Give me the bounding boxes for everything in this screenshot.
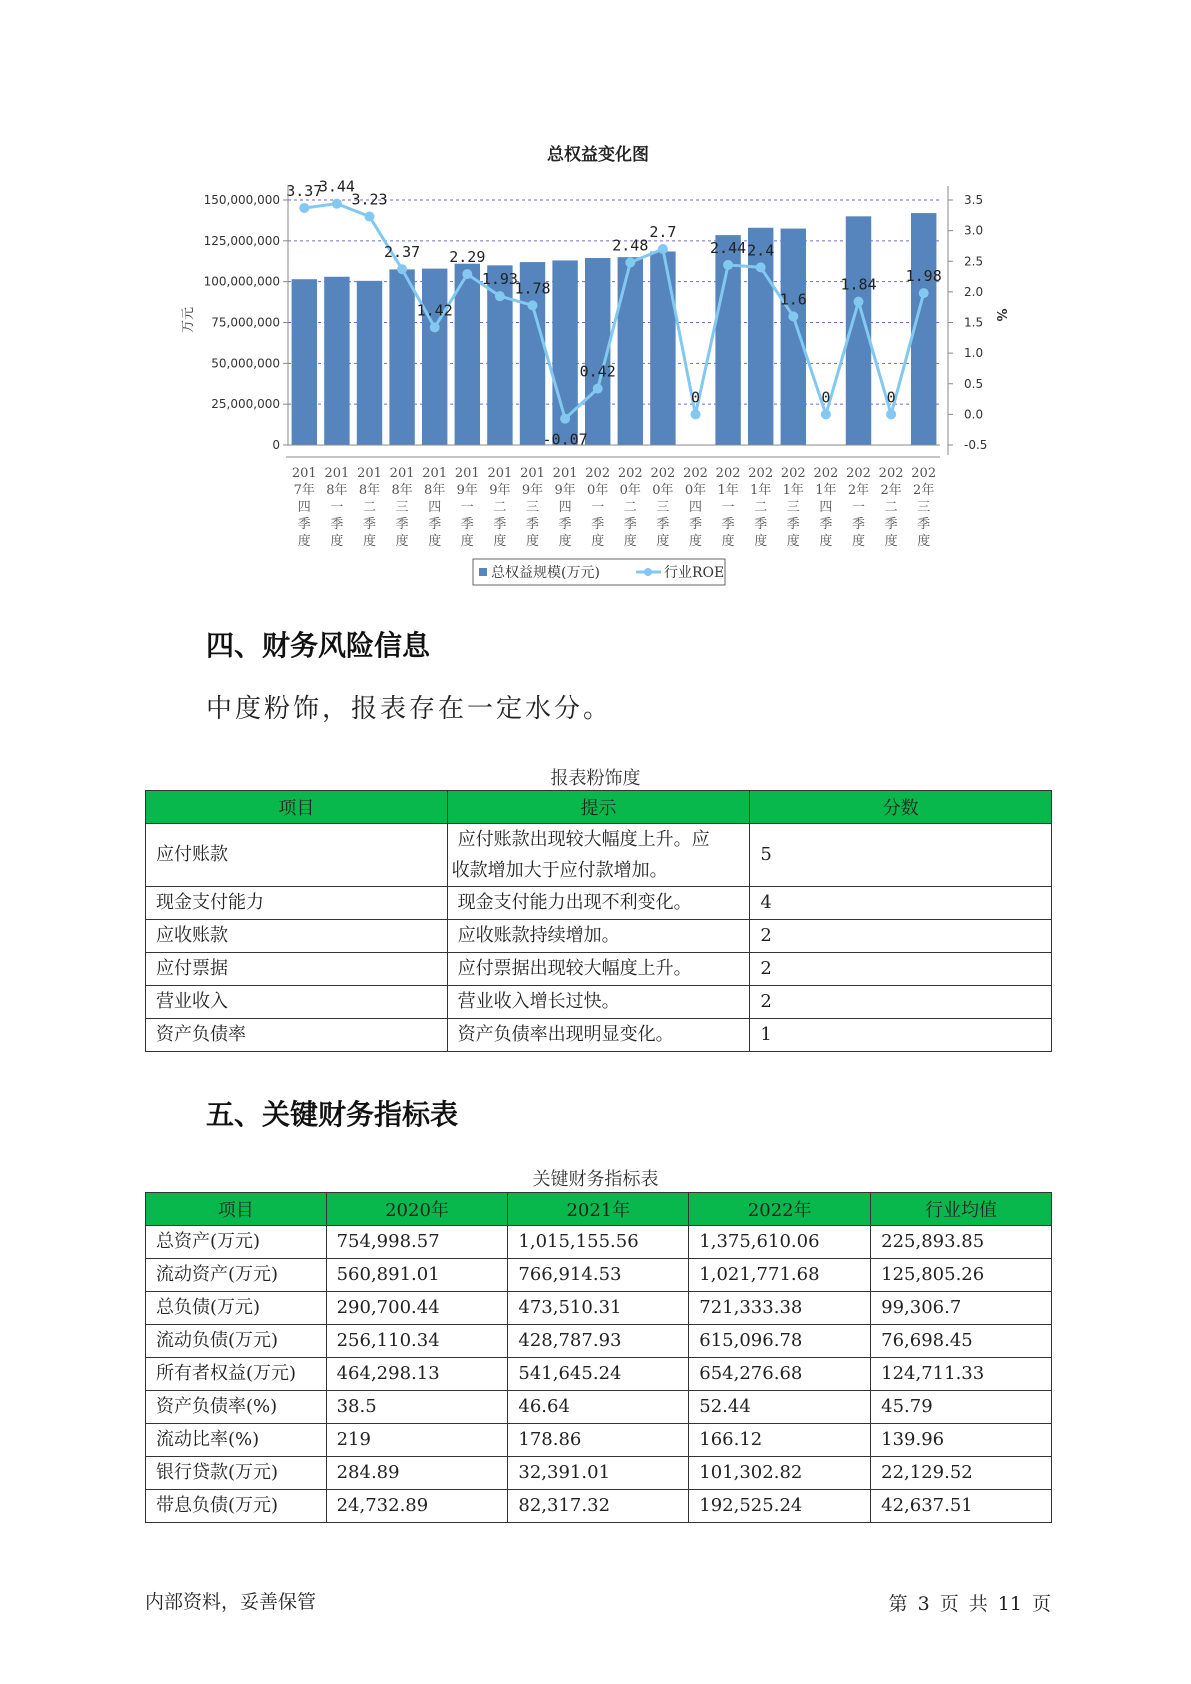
cell-2021: 1,015,155.56	[508, 1226, 689, 1259]
roe-data-label: 2.37	[384, 243, 421, 262]
cell-2021: 32,391.01	[508, 1457, 689, 1490]
cell-item: 带息负债(万元)	[146, 1490, 327, 1523]
table-row	[146, 920, 1052, 953]
table-row	[146, 1325, 1052, 1358]
cell-hint-line1: 应付账款出现较大幅度上升。应	[457, 829, 710, 850]
legend-bar-swatch	[479, 568, 487, 576]
legend-bar-label: 总权益规模(万元)	[491, 565, 600, 581]
roe-point	[299, 203, 309, 213]
x-tick-label-part: 0年	[587, 483, 609, 498]
x-tick-label-part: 季	[428, 517, 442, 532]
header-2020: 2020年	[326, 1193, 508, 1226]
section4-heading: 四、财务风险信息	[206, 629, 431, 662]
x-tick-label-part: 季	[656, 517, 670, 532]
x-tick-label-part: 202	[585, 466, 611, 481]
header-2021: 2021年	[508, 1193, 689, 1226]
x-tick-label-part: 三	[786, 500, 800, 515]
cell-2020: 284.89	[326, 1457, 508, 1490]
x-tick-label-part: 度	[493, 534, 507, 549]
roe-data-label: 2.7	[649, 223, 677, 241]
header-item: 项目	[146, 1193, 327, 1226]
cell-2021: 46.64	[508, 1391, 689, 1424]
bar	[650, 251, 675, 445]
roe-data-label: -0.07	[542, 430, 588, 449]
x-tick-label-part: 202	[748, 466, 774, 481]
cell-hint: 应收账款持续增加。	[447, 920, 750, 953]
x-tick-label-part: 季	[591, 517, 605, 532]
header-item: 项目	[146, 791, 448, 824]
x-tick-label-part: 季	[884, 517, 898, 532]
x-tick-label-part: 2年	[880, 483, 902, 498]
x-tick-label-part: 一	[851, 500, 866, 515]
cell-2022: 615,096.78	[689, 1325, 871, 1358]
x-tick-label	[911, 466, 936, 549]
cell-2022: 166.12	[689, 1424, 871, 1457]
metrics-table-body	[146, 1226, 1052, 1523]
x-tick-label	[292, 466, 317, 549]
header-hint: 提示	[447, 791, 750, 824]
x-tick-label	[520, 466, 545, 549]
x-tick-label-part: 9年	[521, 483, 544, 498]
cell-hint	[447, 824, 750, 887]
x-tick-label	[357, 466, 382, 549]
roe-point	[625, 257, 635, 267]
x-tick-label-part: 202	[780, 466, 806, 481]
cell-item: 资产负债率(%)	[146, 1391, 327, 1424]
roe-data-label: 3.23	[351, 190, 388, 209]
roe-data-label: 2.4	[747, 241, 775, 260]
cell-2020: 754,998.57	[326, 1226, 508, 1259]
y-right-tick-label: -0.5	[964, 438, 988, 452]
table-row	[146, 1457, 1052, 1490]
cell-2021: 82,317.32	[508, 1490, 689, 1523]
x-tick-label	[781, 466, 806, 549]
roe-point	[723, 260, 733, 270]
bar	[357, 281, 382, 445]
roe-point	[430, 322, 440, 332]
x-tick-label-part: 9年	[456, 483, 478, 498]
x-tick-label	[650, 466, 675, 549]
x-tick-label-part: 8年	[391, 483, 413, 498]
x-tick-label-part: 季	[525, 517, 540, 532]
x-tick-label-part: 度	[819, 534, 833, 549]
x-tick-label-part: 201	[291, 466, 317, 481]
cell-industry-avg: 45.79	[871, 1391, 1052, 1424]
x-tick-label-part: 201	[520, 466, 545, 481]
x-tick-label-part: 度	[884, 534, 898, 549]
x-tick-label-part: 四	[297, 500, 311, 515]
roe-data-label: 2.29	[449, 248, 486, 267]
x-tick-label-part: 季	[754, 517, 768, 532]
footer-confidential: 内部资料，妥善保管	[145, 1591, 317, 1613]
x-tick-label-part: 202	[683, 466, 708, 481]
bar	[389, 269, 414, 445]
cell-2021: 178.86	[508, 1424, 689, 1457]
cell-score: 5	[750, 824, 1052, 887]
roe-data-label: 1.93	[481, 270, 518, 289]
roe-data-label: 3.37	[286, 181, 323, 200]
x-tick-label	[618, 466, 643, 549]
x-tick-label-part: 度	[297, 534, 311, 549]
equity-chart-svg	[0, 0, 1191, 600]
roe-point	[919, 288, 929, 298]
roe-point	[332, 199, 342, 209]
y-right-tick-label: 2.5	[964, 254, 984, 269]
cell-2020: 560,891.01	[326, 1259, 508, 1292]
cell-industry-avg: 139.96	[871, 1424, 1052, 1457]
cell-2020: 24,732.89	[326, 1490, 508, 1523]
cell-industry-avg: 225,893.85	[871, 1226, 1052, 1259]
cell-2020: 219	[326, 1424, 508, 1457]
roe-point	[462, 269, 472, 279]
x-tick-label-part: 季	[493, 517, 507, 532]
cell-item: 流动资产(万元)	[146, 1259, 327, 1292]
table-header-row	[146, 1193, 1052, 1226]
cell-2020: 256,110.34	[326, 1325, 508, 1358]
cell-industry-avg: 22,129.52	[871, 1457, 1052, 1490]
x-tick-label-part: 202	[911, 466, 937, 481]
cell-2022: 654,276.68	[689, 1358, 871, 1391]
x-tick-label-part: 季	[330, 517, 344, 532]
cell-industry-avg: 124,711.33	[871, 1358, 1052, 1391]
roe-data-label: 0	[886, 388, 896, 407]
table-row	[146, 1424, 1052, 1457]
y-left-tick-label: 100,000,000	[203, 274, 280, 289]
cell-score: 2	[750, 920, 1052, 953]
roe-data-label: 1.6	[779, 290, 807, 309]
x-tick-label-part: 9年	[489, 483, 511, 498]
cell-2020: 38.5	[326, 1391, 508, 1424]
roe-point	[560, 414, 570, 424]
y-left-tick-label: 25,000,000	[211, 397, 280, 412]
cell-score: 4	[750, 887, 1052, 920]
y-right-tick-label: 2.0	[964, 284, 984, 299]
x-tick-label-part: 三	[525, 500, 540, 515]
x-tick-label-part: 0年	[684, 483, 707, 498]
roe-data-label: 0	[690, 388, 701, 407]
x-tick-label-part: 季	[786, 517, 800, 532]
cell-industry-avg: 99,306.7	[871, 1292, 1052, 1325]
cell-item: 应付票据	[146, 953, 448, 986]
x-tick-label-part: 202	[878, 466, 904, 481]
x-tick-label	[324, 466, 349, 549]
x-tick-label-part: 度	[428, 534, 442, 549]
roe-data-label: 1.42	[416, 301, 453, 320]
table-row	[146, 1358, 1052, 1391]
header-score: 分数	[750, 791, 1052, 824]
x-tick-label-part: 度	[721, 534, 735, 549]
cell-item: 营业收入	[146, 986, 448, 1019]
x-tick-label-part: 一	[721, 500, 735, 515]
x-tick-label-part: 0年	[619, 483, 641, 498]
x-tick-label-part: 季	[721, 517, 735, 532]
equity-chart	[0, 0, 1191, 600]
table-row	[146, 1019, 1052, 1052]
cell-2021: 428,787.93	[508, 1325, 689, 1358]
legend-line-label: 行业ROE	[664, 565, 725, 581]
cell-item: 所有者权益(万元)	[146, 1358, 327, 1391]
roe-point	[658, 244, 668, 254]
x-tick-label-part: 202	[715, 466, 741, 481]
x-tick-label-part: 度	[917, 534, 931, 549]
risk-table-title: 报表粉饰度	[550, 768, 641, 789]
x-tick-label-part: 季	[623, 517, 637, 532]
x-tick-label-part: 1年	[815, 483, 837, 498]
y-left-tick-label: 75,000,000	[211, 315, 280, 330]
roe-point	[365, 212, 375, 222]
x-tick-label-part: 度	[688, 534, 703, 549]
y-left-tick-label: 150,000,000	[203, 193, 280, 207]
cell-2022: 192,525.24	[689, 1490, 871, 1523]
x-tick-label	[390, 466, 415, 549]
roe-point	[495, 291, 505, 301]
cell-item: 应收账款	[146, 920, 448, 953]
x-tick-label-part: 季	[297, 517, 311, 532]
roe-data-label: 1.84	[840, 275, 877, 294]
bar	[748, 228, 773, 445]
x-tick-label-part: 四	[428, 500, 442, 515]
x-tick-label	[716, 466, 741, 549]
x-tick-label-part: 一	[460, 500, 474, 515]
x-tick-label-part: 201	[487, 466, 513, 481]
x-tick-label-part: 三	[656, 500, 670, 515]
x-tick-label-part: 8年	[424, 483, 446, 498]
cell-hint: 现金支付能力出现不利变化。	[447, 887, 750, 920]
roe-data-label: 0	[821, 388, 831, 407]
x-tick-label-part: 度	[330, 534, 344, 549]
cell-item: 银行贷款(万元)	[146, 1457, 327, 1490]
x-tick-label-part: 2年	[847, 483, 870, 498]
x-tick-label-part: 季	[362, 517, 377, 532]
cell-2022: 721,333.38	[689, 1292, 871, 1325]
x-tick-label-part: 度	[591, 534, 605, 549]
roe-point	[756, 262, 766, 272]
roe-data-label: 1.98	[905, 267, 942, 286]
cell-item: 流动比率(%)	[146, 1424, 327, 1457]
x-tick-label	[585, 466, 610, 549]
bar	[292, 279, 317, 445]
x-tick-label-part: 季	[688, 517, 703, 532]
header-2022: 2022年	[689, 1193, 871, 1226]
y-right-tick-label: 1.5	[964, 315, 984, 330]
y-left-tick-label: 0	[272, 438, 280, 452]
cell-score: 2	[750, 953, 1052, 986]
roe-data-label: 0.42	[579, 362, 616, 381]
x-tick-label-part: 季	[851, 517, 866, 532]
x-tick-label-part: 7年	[293, 483, 315, 498]
cell-hint-line2: 收款增加大于应付款增加。	[451, 860, 668, 881]
x-tick-label-part: 度	[558, 534, 572, 549]
cell-2021: 766,914.53	[508, 1259, 689, 1292]
y-right-axis-title: %	[993, 308, 1008, 322]
x-tick-label	[487, 466, 512, 549]
cell-2022: 101,302.82	[689, 1457, 871, 1490]
table-row	[146, 1292, 1052, 1325]
x-tick-label-part: 201	[357, 466, 382, 481]
metrics-table-title: 关键财务指标表	[532, 1169, 659, 1190]
roe-point	[593, 384, 603, 394]
x-tick-label-part: 202	[650, 466, 676, 481]
x-tick-label	[813, 466, 838, 549]
x-tick-label-part: 季	[819, 517, 833, 532]
y-right-tick-label: 3.5	[964, 193, 984, 207]
chart-title: 总权益变化图	[547, 145, 649, 165]
cell-industry-avg: 76,698.45	[871, 1325, 1052, 1358]
metrics-table	[145, 1192, 1052, 1523]
bar	[781, 229, 806, 445]
cell-item: 现金支付能力	[146, 887, 448, 920]
roe-line-series	[286, 178, 942, 449]
x-tick-label	[455, 466, 480, 549]
cell-industry-avg: 125,805.26	[871, 1259, 1052, 1292]
x-tick-label-part: 二	[493, 500, 507, 515]
x-tick-label-part: 1年	[750, 483, 772, 498]
table-row	[146, 1391, 1052, 1424]
table-row	[146, 824, 1052, 887]
roe-point	[528, 300, 538, 310]
table-row	[146, 953, 1052, 986]
x-tick-label-part: 2年	[913, 483, 935, 498]
x-tick-label	[846, 466, 871, 549]
x-tick-label-part: 201	[422, 466, 448, 481]
roe-data-label: 3.44	[318, 177, 355, 196]
x-tick-label-part: 8年	[358, 483, 381, 498]
cell-2020: 464,298.13	[326, 1358, 508, 1391]
cell-item: 资产负债率	[146, 1019, 448, 1052]
x-tick-label-part: 二	[362, 500, 377, 515]
cell-2022: 1,021,771.68	[689, 1259, 871, 1292]
x-tick-label-part: 二	[884, 500, 898, 515]
header-industry-avg: 行业均值	[871, 1193, 1052, 1226]
roe-data-label: 2.44	[710, 238, 747, 257]
x-tick-label	[422, 466, 447, 549]
x-tick-label-part: 四	[819, 500, 833, 515]
x-tick-label-part: 四	[558, 500, 572, 515]
y-right-tick-label: 0.5	[964, 376, 984, 391]
cell-item: 流动负债(万元)	[146, 1325, 327, 1358]
x-tick-label-part: 季	[558, 517, 572, 532]
x-tick-label-part: 度	[623, 534, 637, 549]
bar	[422, 269, 447, 445]
cell-score: 1	[750, 1019, 1052, 1052]
cell-item: 应付账款	[146, 824, 448, 887]
x-tick-label-part: 8年	[326, 483, 348, 498]
cell-industry-avg: 42,637.51	[871, 1490, 1052, 1523]
cell-hint: 应付票据出现较大幅度上升。	[447, 953, 750, 986]
x-tick-label-part: 201	[389, 466, 415, 481]
x-tick-label-part: 1年	[717, 483, 739, 498]
x-tick-label-part: 9年	[554, 483, 576, 498]
roe-point	[821, 409, 831, 419]
footer-page-number: 第 3 页 共 11 页	[888, 1593, 1051, 1615]
table-row	[146, 1490, 1052, 1523]
roe-point	[397, 264, 407, 274]
x-tick-label-part: 一	[330, 500, 344, 515]
chart-legend	[473, 559, 725, 585]
cell-2022: 1,375,610.06	[689, 1226, 871, 1259]
y-left-axis-title: 万元	[181, 306, 196, 334]
x-tick-label-part: 度	[786, 534, 800, 549]
roe-point	[691, 409, 701, 419]
x-tick-label-part: 0年	[652, 483, 674, 498]
x-tick-label-part: 201	[454, 466, 480, 481]
cell-2021: 473,510.31	[508, 1292, 689, 1325]
y-right-tick-label: 0.0	[964, 407, 984, 422]
legend-line-marker	[644, 568, 652, 576]
x-tick-label-part: 度	[362, 534, 377, 549]
y-left-tick-label: 125,000,000	[203, 233, 280, 248]
x-tick-label-part: 二	[623, 500, 637, 515]
roe-point	[886, 409, 896, 419]
x-tick-label-part: 三	[917, 500, 931, 515]
x-tick-label-part: 度	[656, 534, 670, 549]
risk-table	[145, 790, 1052, 1052]
y-right-tick-label: 1.0	[964, 346, 984, 361]
x-tick-label-part: 度	[460, 534, 474, 549]
x-tick-label-part: 度	[525, 534, 540, 549]
roe-data-label: 1.78	[514, 279, 551, 298]
table-row	[146, 986, 1052, 1019]
section4-paragraph: 中度粉饰，报表存在一定水分。	[206, 694, 613, 724]
x-tick-label-part: 四	[688, 500, 703, 515]
cell-item: 总负债(万元)	[146, 1292, 327, 1325]
table-row	[146, 1259, 1052, 1292]
x-tick-label-part: 202	[617, 466, 643, 481]
cell-2022: 52.44	[689, 1391, 871, 1424]
x-tick-label-part: 度	[851, 534, 866, 549]
x-tick-label-part: 度	[395, 534, 409, 549]
x-tick-label	[879, 466, 904, 549]
x-tick-label-part: 三	[395, 500, 409, 515]
x-tick-label-part: 202	[813, 466, 839, 481]
cell-score: 2	[750, 986, 1052, 1019]
cell-2020: 290,700.44	[326, 1292, 508, 1325]
cell-hint: 资产负债率出现明显变化。	[447, 1019, 750, 1052]
bar	[618, 257, 643, 445]
y-left-tick-label: 50,000,000	[211, 356, 280, 371]
cell-item: 总资产(万元)	[146, 1226, 327, 1259]
x-tick-label	[748, 466, 773, 549]
roe-data-label: 2.48	[612, 236, 649, 255]
x-tick-label-part: 一	[591, 500, 605, 515]
x-tick-label-part: 度	[754, 534, 768, 549]
x-tick-label-part: 1年	[782, 483, 804, 498]
table-header-row	[146, 791, 1052, 824]
x-tick-label-part: 季	[460, 517, 474, 532]
x-tick-label-part: 201	[552, 466, 578, 481]
section5-heading: 五、关键财务指标表	[206, 1098, 459, 1131]
y-right-tick-label: 3.0	[964, 223, 984, 238]
x-tick-label	[683, 466, 708, 549]
table-row	[146, 1226, 1052, 1259]
x-tick-label	[553, 466, 578, 549]
cell-hint: 营业收入增长过快。	[447, 986, 750, 1019]
x-tick-label-part: 201	[324, 466, 350, 481]
x-tick-label-part: 季	[395, 517, 409, 532]
table-row	[146, 887, 1052, 920]
x-tick-label-part: 二	[754, 500, 768, 515]
bar	[324, 277, 349, 445]
roe-point	[854, 297, 864, 307]
x-tick-label-part: 202	[846, 466, 871, 481]
x-tick-label-part: 季	[917, 517, 931, 532]
cell-2021: 541,645.24	[508, 1358, 689, 1391]
roe-point	[788, 311, 798, 321]
